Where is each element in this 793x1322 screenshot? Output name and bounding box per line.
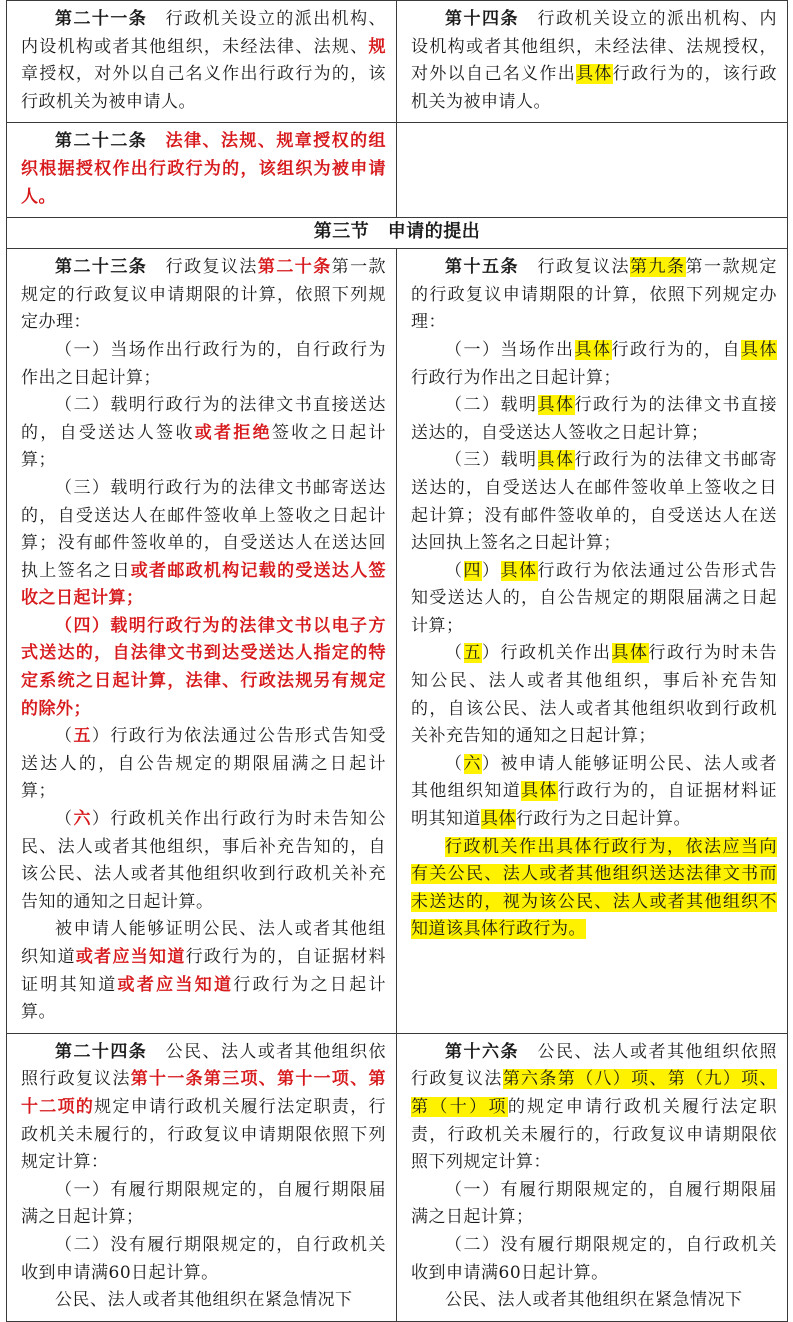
- new-regulation-cell: [7, 123, 397, 218]
- old-regulation-cell: [397, 1, 788, 123]
- clause-paragraph: [411, 392, 777, 447]
- clause-paragraph: [411, 1232, 777, 1287]
- revised-text: 六: [73, 809, 92, 830]
- clause-text: 行政行为之日起计算。: [21, 974, 387, 1023]
- highlighted-text: 具体: [537, 450, 575, 471]
- clause-paragraph: [21, 723, 386, 806]
- clause-paragraph: [411, 447, 777, 557]
- highlighted-text: 具体: [521, 781, 558, 802]
- new-regulation-cell: [7, 1033, 397, 1321]
- highlighted-text: 五: [463, 643, 482, 664]
- clause-text: （: [55, 809, 74, 830]
- clause-paragraph: [21, 1287, 386, 1315]
- section-header-row: [7, 218, 788, 249]
- old-regulation-cell: [397, 123, 788, 218]
- clause-text: （一）当场作出行政行为的，自行政行为作出之日起计算；: [21, 339, 386, 388]
- clause-text: （二）没有履行期限规定的，自行政机关收到申请满60日起计算。: [21, 1234, 386, 1283]
- clause-text: 行政复议法: [147, 257, 258, 278]
- clause-text: （一）有履行期限规定的，自履行期限届满之日起计算；: [21, 1179, 386, 1228]
- clause-text: （二）载明: [445, 395, 538, 416]
- clause-text: 行政行为的，自证据材料证明其知道: [411, 781, 778, 830]
- clause-paragraph: [21, 1232, 386, 1287]
- revised-text: 五: [73, 726, 92, 747]
- clause-text: （三）载明: [445, 450, 538, 471]
- article-row: [7, 249, 788, 1034]
- highlighted-text: 具体: [500, 560, 538, 581]
- comparison-table-body: [7, 1, 788, 1322]
- highlighted-text: 四: [463, 560, 482, 581]
- clause-text: 的规定申请行政机关履行法定职责，行政机关未履行的，行政复议申请期限依照下列规定计算：: [411, 1096, 778, 1173]
- clause-paragraph: [21, 1177, 386, 1232]
- article-number: 第二十四条: [55, 1041, 148, 1062]
- clause-text: ）行政机关作出: [482, 643, 612, 664]
- clause-text: 行政行为的，该行政机关为被申请人。: [411, 64, 778, 112]
- clause-text: 行政行为的，自证据材料证明其知道: [21, 947, 387, 995]
- revised-text: 法律、法规、规章授权的组织根据授权作出行政行为的，该组织为被申请人。: [21, 131, 387, 207]
- comparison-table: [6, 0, 788, 1322]
- revised-text: 或者拒绝: [194, 422, 272, 443]
- highlighted-text: 行政机关作出具体行政行为，依法应当向有关公民、法人或者其他组织送达法律文书而未送达的，视为该公民、法人或者其他组织不知道该具体行政行为。: [411, 836, 777, 940]
- clause-text: 行政行为的法律文书直接送达的，自受送达人签收之日起计算；: [411, 395, 777, 443]
- revised-text: 或者应当知道: [117, 974, 234, 995]
- clause-paragraph: [21, 916, 386, 1026]
- clause-text: ）行政行为依法通过公告形式告知受送达人的，自公告规定的期限届满之日起计算；: [21, 726, 387, 802]
- highlighted-text: 具体: [741, 339, 777, 360]
- clause-text: （二）没有履行期限规定的，自行政机关收到申请满60日起计算。: [411, 1234, 777, 1283]
- revised-text: 第十一条第三项、第十一项、第十二项的: [21, 1069, 387, 1117]
- clause-text: 行政行为依法通过公告形式告知受送达人的，自公告规定的期限届满之日起计算；: [411, 560, 777, 636]
- clause-text: 公民、法人或者其他组织依照行政复议法: [411, 1041, 777, 1090]
- clause-text: 第一款规定的行政复议申请期限的计算，依照下列规定办理：: [21, 257, 387, 333]
- clause-paragraph: [21, 392, 386, 475]
- section-title: 第三节 申请的提出: [7, 218, 788, 249]
- clause-paragraph: [411, 1177, 777, 1232]
- revised-text: 或者邮政机构记载的受送达人签收之日起计算；: [21, 560, 387, 609]
- clause-text: 被申请人能够证明公民、法人或者其他组织知道: [21, 919, 386, 967]
- clause-text: （一）当场作出: [445, 339, 575, 360]
- clause-paragraph: [411, 1287, 777, 1315]
- revised-text: 第二十条: [257, 257, 332, 278]
- highlighted-text: 具体: [611, 643, 649, 664]
- article-number: 第二十三条: [55, 257, 148, 278]
- article-row: [7, 1033, 788, 1321]
- highlighted-text: 第六条第（八）项、第（九）项、第（十）项: [411, 1069, 778, 1117]
- clause-paragraph: [21, 254, 386, 337]
- clause-text: 公民、法人或者其他组织依照行政复议法: [21, 1041, 387, 1090]
- clause-text: ）: [482, 560, 501, 581]
- clause-text: （: [445, 560, 464, 581]
- article-number: 第二十二条: [55, 131, 148, 152]
- highlighted-text: 第九条: [630, 257, 686, 278]
- highlighted-text: 具体: [574, 339, 612, 360]
- clause-paragraph: [21, 1039, 386, 1177]
- clause-text: [147, 131, 165, 151]
- clause-text: 行政机关设立的派出机构、内设机构或者其他组织，未经法律、法规授权，对外以自己名义作出: [411, 9, 777, 85]
- highlighted-text: 具体: [537, 395, 575, 416]
- clause-text: 行政行为作出之日起计算；: [411, 367, 621, 388]
- new-regulation-cell: [7, 249, 397, 1034]
- clause-paragraph: [411, 6, 777, 116]
- clause-paragraph: [21, 613, 386, 723]
- highlighted-text: 具体: [576, 64, 613, 85]
- clause-paragraph: [21, 6, 386, 116]
- clause-text: （一）有履行期限规定的，自履行期限届满之日起计算；: [411, 1179, 777, 1228]
- clause-text: （: [445, 753, 464, 774]
- revised-text: 或者应当知道: [75, 947, 186, 967]
- clause-text: 行政行为的，自: [611, 339, 741, 360]
- clause-text: 规定申请行政机关履行法定职责，行政机关未履行的，行政复议申请期限依照下列规定计算：: [21, 1096, 387, 1173]
- revised-text: 规: [368, 36, 386, 57]
- clause-text: 签收之日起计算；: [21, 422, 387, 471]
- clause-text: 行政行为的法律文书邮寄送达的，自受送达人在邮件签收单上签收之日起计算；没有邮件签收单的，自受送达人在送达回执上签名之日起计算；: [411, 450, 777, 554]
- clause-paragraph: [21, 475, 386, 613]
- clause-text: ）行政机关作出行政行为时未告知公民、法人或者其他组织，事后补充告知的，自该公民、法人或者其他组织收到行政机关补充告知的通知之日起计算。: [21, 809, 387, 912]
- clause-paragraph: [411, 751, 777, 834]
- highlighted-text: 六: [463, 753, 482, 774]
- clause-text: （: [55, 726, 74, 747]
- clause-text: 行政复议法: [519, 257, 630, 278]
- clause-paragraph: [21, 128, 386, 211]
- clause-text: 行政行为时未告知公民、法人或者其他组织，事后补充告知的，自该公民、法人或者其他组织收到行政机关补充告知的通知之日起计算；: [411, 643, 777, 747]
- clause-paragraph: [21, 806, 386, 916]
- clause-text: 公民、法人或者其他组织在紧急情况下: [445, 1290, 743, 1311]
- clause-paragraph: [411, 834, 777, 944]
- article-row: [7, 1, 788, 123]
- clause-paragraph: [411, 337, 777, 392]
- clause-paragraph: [411, 1039, 777, 1177]
- old-regulation-cell: [397, 249, 788, 1034]
- clause-text: ）被申请人能够证明公民、法人或者其他组织知道: [411, 753, 777, 802]
- clause-paragraph: [21, 337, 386, 392]
- clause-text: 公民、法人或者其他组织在紧急情况下: [55, 1290, 353, 1311]
- revised-text: （四）载明行政行为的法律文书以电子方式送达的，自法律文书到达受送达人指定的特定系统之日起计算，法律、行政法规另有规定的除外；: [21, 615, 386, 719]
- highlighted-text: 具体: [481, 809, 516, 830]
- article-row: [7, 123, 788, 218]
- clause-text: （: [445, 643, 464, 664]
- clause-text: （三）载明行政行为的法律文书邮寄送达的，自受送达人在邮件签收单上签收之日起计算；没有邮件签收单的，自受送达人在送达回执上签名之日: [21, 477, 386, 581]
- article-number: 第十五条: [445, 257, 519, 278]
- clause-text: 行政行为之日起计算。: [516, 809, 691, 830]
- old-regulation-cell: [397, 1033, 788, 1321]
- article-number: 第十六条: [445, 1041, 519, 1062]
- clause-text: 行政机关设立的派出机构、内设机构或者其他组织，未经法律、法规、: [21, 9, 387, 57]
- article-number: 第十四条: [445, 9, 519, 29]
- clause-text: 第一款规定的行政复议申请期限的计算，依照下列规定办理：: [411, 257, 777, 333]
- new-regulation-cell: [7, 1, 397, 123]
- clause-paragraph: [411, 558, 777, 641]
- clause-paragraph: [411, 640, 777, 750]
- clause-text: 章授权，对外以自己名义作出行政行为的，该行政机关为被申请人。: [21, 64, 386, 112]
- clause-text: （二）载明行政行为的法律文书直接送达的，自受送达人签收: [21, 395, 386, 443]
- clause-paragraph: [411, 254, 777, 337]
- article-number: 第二十一条: [55, 9, 148, 29]
